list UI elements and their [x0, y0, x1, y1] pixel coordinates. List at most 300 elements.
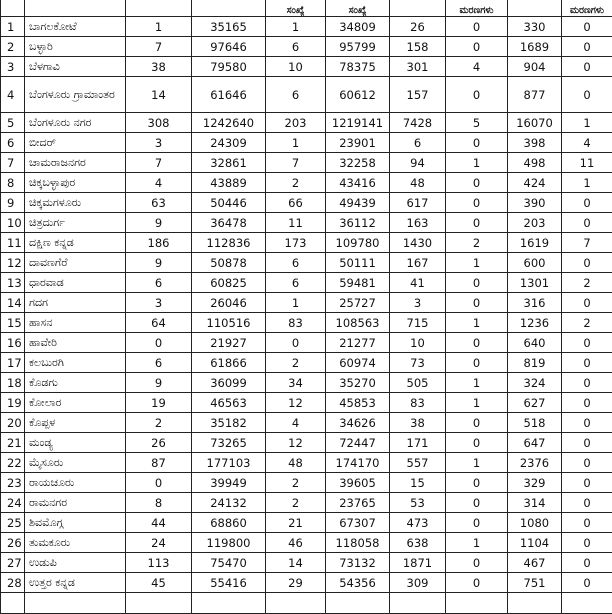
- value-cell: 163: [390, 213, 446, 233]
- table-row: [1, 333, 612, 353]
- value-cell: 1: [446, 313, 508, 333]
- district-name-cell: ಬೆಳಗಾವಿ: [25, 57, 126, 77]
- district-name-cell: ಬೆಂಗಳೂರು ನಗರ: [25, 113, 126, 133]
- value-cell: 60974: [326, 353, 390, 373]
- serial-number-cell: 13: [1, 273, 25, 293]
- value-cell: 324: [508, 373, 562, 393]
- value-cell: 1: [446, 153, 508, 173]
- value-cell: 38: [126, 57, 192, 77]
- value-cell: 35270: [326, 373, 390, 393]
- serial-number-cell: 8: [1, 173, 25, 193]
- serial-number-cell: 1: [1, 17, 25, 37]
- serial-number-cell: 28: [1, 573, 25, 593]
- value-cell: 0: [446, 37, 508, 57]
- value-cell: 3: [126, 293, 192, 313]
- value-cell: 29: [266, 573, 326, 593]
- value-cell: 0: [446, 493, 508, 513]
- value-cell: 316: [508, 293, 562, 313]
- value-cell: 61646: [192, 77, 266, 113]
- value-cell: 3: [390, 293, 446, 313]
- value-cell: 4: [562, 133, 612, 153]
- value-cell: 0: [562, 413, 612, 433]
- value-cell: 48: [390, 173, 446, 193]
- value-cell: 877: [508, 77, 562, 113]
- value-cell: 0: [446, 353, 508, 373]
- district-name-cell: ಕೊಪ್ಪಳ: [25, 413, 126, 433]
- value-cell: 1689: [508, 37, 562, 57]
- value-cell: 1219141: [326, 113, 390, 133]
- value-cell: 0: [446, 473, 508, 493]
- value-cell: 21277: [326, 333, 390, 353]
- value-cell: 0: [562, 533, 612, 553]
- serial-number-cell: 22: [1, 453, 25, 473]
- value-cell: 473: [390, 513, 446, 533]
- value-cell: 0: [446, 553, 508, 573]
- value-cell: 68860: [192, 513, 266, 533]
- value-cell: 44: [126, 513, 192, 533]
- value-cell: 12: [266, 393, 326, 413]
- value-cell: 203: [266, 113, 326, 133]
- value-cell: 7: [126, 153, 192, 173]
- value-cell: 36112: [326, 213, 390, 233]
- value-cell: 6: [266, 77, 326, 113]
- value-cell: 498: [508, 153, 562, 173]
- value-cell: 0: [562, 573, 612, 593]
- value-cell: 32861: [192, 153, 266, 173]
- value-cell: 72447: [326, 433, 390, 453]
- value-cell: 118058: [326, 533, 390, 553]
- header-cell: [126, 0, 192, 17]
- table-row: [1, 293, 612, 313]
- value-cell: 19: [126, 393, 192, 413]
- value-cell: 21: [266, 513, 326, 533]
- empty-cell: [1, 593, 25, 614]
- value-cell: 6: [266, 253, 326, 273]
- value-cell: 9: [126, 213, 192, 233]
- value-cell: 73: [390, 353, 446, 373]
- table-row: [1, 393, 612, 413]
- value-cell: 46563: [192, 393, 266, 413]
- district-name-cell: ಮೈಸೂರು: [25, 453, 126, 473]
- value-cell: 2: [562, 273, 612, 293]
- value-cell: 640: [508, 333, 562, 353]
- serial-number-cell: 14: [1, 293, 25, 313]
- value-cell: 6: [126, 273, 192, 293]
- serial-number-cell: 21: [1, 433, 25, 453]
- serial-number-cell: 3: [1, 57, 25, 77]
- value-cell: 26: [126, 433, 192, 453]
- value-cell: 314: [508, 493, 562, 513]
- serial-number-cell: 26: [1, 533, 25, 553]
- value-cell: 50446: [192, 193, 266, 213]
- value-cell: 10: [266, 57, 326, 77]
- district-name-cell: ದಕ್ಷಿಣ ಕನ್ನಡ: [25, 233, 126, 253]
- table-row: [1, 273, 612, 293]
- value-cell: 0: [266, 333, 326, 353]
- serial-number-cell: 25: [1, 513, 25, 533]
- serial-number-cell: 11: [1, 233, 25, 253]
- value-cell: 0: [562, 37, 612, 57]
- value-cell: 390: [508, 193, 562, 213]
- value-cell: 627: [508, 393, 562, 413]
- value-cell: 45: [126, 573, 192, 593]
- district-name-cell: ಬಳ್ಳಾರಿ: [25, 37, 126, 57]
- value-cell: 0: [446, 77, 508, 113]
- value-cell: 10: [390, 333, 446, 353]
- value-cell: 1: [562, 113, 612, 133]
- value-cell: 819: [508, 353, 562, 373]
- value-cell: 177103: [192, 453, 266, 473]
- header-cell: [508, 0, 562, 17]
- value-cell: 79580: [192, 57, 266, 77]
- value-cell: 26046: [192, 293, 266, 313]
- district-name-cell: ರಾಮನಗರ: [25, 493, 126, 513]
- value-cell: 39949: [192, 473, 266, 493]
- value-cell: 0: [562, 433, 612, 453]
- value-cell: 203: [508, 213, 562, 233]
- district-name-cell: ಕಲಬುರಗಿ: [25, 353, 126, 373]
- district-name-cell: ಚಿಕ್ಕಮಗಳೂರು: [25, 193, 126, 213]
- value-cell: 173: [266, 233, 326, 253]
- district-name-cell: ಗದಗ: [25, 293, 126, 313]
- value-cell: 1: [562, 173, 612, 193]
- empty-cell: [266, 593, 326, 614]
- table-row: [1, 233, 612, 253]
- district-name-cell: ದಾವಣಗೆರೆ: [25, 253, 126, 273]
- value-cell: 1: [266, 293, 326, 313]
- value-cell: 617: [390, 193, 446, 213]
- value-cell: 64: [126, 313, 192, 333]
- value-cell: 1: [446, 453, 508, 473]
- value-cell: 174170: [326, 453, 390, 473]
- value-cell: 171: [390, 433, 446, 453]
- value-cell: 2: [266, 493, 326, 513]
- value-cell: 54356: [326, 573, 390, 593]
- value-cell: 24: [126, 533, 192, 553]
- value-cell: 0: [446, 133, 508, 153]
- value-cell: 12: [266, 433, 326, 453]
- value-cell: 0: [562, 57, 612, 77]
- value-cell: 83: [390, 393, 446, 413]
- value-cell: 15: [390, 473, 446, 493]
- serial-number-cell: 16: [1, 333, 25, 353]
- value-cell: 41: [390, 273, 446, 293]
- value-cell: 0: [446, 173, 508, 193]
- value-cell: 1236: [508, 313, 562, 333]
- value-cell: 0: [446, 213, 508, 233]
- value-cell: 0: [562, 473, 612, 493]
- value-cell: 94: [390, 153, 446, 173]
- serial-number-cell: 18: [1, 373, 25, 393]
- value-cell: 83: [266, 313, 326, 333]
- value-cell: 9: [126, 373, 192, 393]
- district-name-cell: ಹಾವೇರಿ: [25, 333, 126, 353]
- serial-number-cell: 2: [1, 37, 25, 57]
- value-cell: 309: [390, 573, 446, 593]
- value-cell: 158: [390, 37, 446, 57]
- value-cell: 6: [266, 37, 326, 57]
- value-cell: 6: [390, 133, 446, 153]
- value-cell: 0: [562, 17, 612, 37]
- value-cell: 2: [562, 313, 612, 333]
- empty-cell: [25, 593, 126, 614]
- header-cell: ಮರಣಗಳು: [562, 0, 612, 17]
- value-cell: 0: [126, 333, 192, 353]
- empty-cell: [390, 593, 446, 614]
- table-row: [1, 173, 612, 193]
- serial-number-cell: 19: [1, 393, 25, 413]
- table-row: [1, 113, 612, 133]
- value-cell: 1: [446, 393, 508, 413]
- value-cell: 78375: [326, 57, 390, 77]
- empty-cell: [326, 593, 390, 614]
- value-cell: 2: [266, 353, 326, 373]
- value-cell: 11: [266, 213, 326, 233]
- value-cell: 1: [126, 17, 192, 37]
- value-cell: 1104: [508, 533, 562, 553]
- table-row: [1, 17, 612, 37]
- value-cell: 0: [562, 253, 612, 273]
- table-row: [1, 77, 612, 113]
- district-name-cell: ಮಂಡ್ಯ: [25, 433, 126, 453]
- district-name-cell: ಧಾರವಾಡ: [25, 273, 126, 293]
- value-cell: 113: [126, 553, 192, 573]
- value-cell: 0: [562, 493, 612, 513]
- value-cell: 59481: [326, 273, 390, 293]
- value-cell: 23765: [326, 493, 390, 513]
- value-cell: 73132: [326, 553, 390, 573]
- district-name-cell: ಬೀದರ್: [25, 133, 126, 153]
- value-cell: 55416: [192, 573, 266, 593]
- value-cell: 14: [266, 553, 326, 573]
- table-row: [1, 513, 612, 533]
- table-row: [1, 213, 612, 233]
- value-cell: 0: [562, 373, 612, 393]
- value-cell: 1430: [390, 233, 446, 253]
- value-cell: 600: [508, 253, 562, 273]
- header-cell: [390, 0, 446, 17]
- value-cell: 50111: [326, 253, 390, 273]
- value-cell: 2: [266, 473, 326, 493]
- value-cell: 108563: [326, 313, 390, 333]
- value-cell: 25727: [326, 293, 390, 313]
- value-cell: 66: [266, 193, 326, 213]
- value-cell: 24309: [192, 133, 266, 153]
- value-cell: 505: [390, 373, 446, 393]
- value-cell: 26: [390, 17, 446, 37]
- value-cell: 557: [390, 453, 446, 473]
- value-cell: 16070: [508, 113, 562, 133]
- table-row: [1, 57, 612, 77]
- value-cell: 73265: [192, 433, 266, 453]
- value-cell: 0: [446, 573, 508, 593]
- value-cell: 50878: [192, 253, 266, 273]
- header-row: [1, 0, 612, 17]
- value-cell: 186: [126, 233, 192, 253]
- value-cell: 45853: [326, 393, 390, 413]
- value-cell: 2376: [508, 453, 562, 473]
- value-cell: 0: [562, 553, 612, 573]
- value-cell: 34626: [326, 413, 390, 433]
- value-cell: 1301: [508, 273, 562, 293]
- value-cell: 1: [446, 533, 508, 553]
- value-cell: 518: [508, 413, 562, 433]
- serial-number-cell: 4: [1, 77, 25, 113]
- value-cell: 87: [126, 453, 192, 473]
- header-cell: ಸಂಖ್ಯೆ: [266, 0, 326, 17]
- value-cell: 2: [126, 413, 192, 433]
- district-name-cell: ಚಿಕ್ಕಬಳ್ಳಾಪುರ: [25, 173, 126, 193]
- empty-cell: [446, 593, 508, 614]
- value-cell: 0: [562, 293, 612, 313]
- value-cell: 3: [126, 133, 192, 153]
- value-cell: 638: [390, 533, 446, 553]
- value-cell: 32258: [326, 153, 390, 173]
- value-cell: 39605: [326, 473, 390, 493]
- value-cell: 67307: [326, 513, 390, 533]
- district-name-cell: ಶಿವಮೊಗ್ಗ: [25, 513, 126, 533]
- value-cell: 8: [126, 493, 192, 513]
- empty-cell: [562, 593, 612, 614]
- empty-cell: [192, 593, 266, 614]
- district-name-cell: ಕೋಲಾರ: [25, 393, 126, 413]
- value-cell: 60612: [326, 77, 390, 113]
- district-name-cell: ಬಾಗಲಕೋಟೆ: [25, 17, 126, 37]
- value-cell: 109780: [326, 233, 390, 253]
- value-cell: 75470: [192, 553, 266, 573]
- value-cell: 0: [562, 453, 612, 473]
- district-name-cell: ಹಾಸನ: [25, 313, 126, 333]
- serial-number-cell: 5: [1, 113, 25, 133]
- value-cell: 7: [126, 37, 192, 57]
- serial-number-cell: 6: [1, 133, 25, 153]
- district-name-cell: ಕೊಡಗು: [25, 373, 126, 393]
- value-cell: 46: [266, 533, 326, 553]
- table-row: [1, 193, 612, 213]
- value-cell: 7428: [390, 113, 446, 133]
- table-row: [1, 433, 612, 453]
- value-cell: 2: [446, 233, 508, 253]
- value-cell: 329: [508, 473, 562, 493]
- table-row: [1, 493, 612, 513]
- table-row: [1, 533, 612, 553]
- value-cell: 34: [266, 373, 326, 393]
- district-name-cell: ಉತ್ತರ ಕನ್ನಡ: [25, 573, 126, 593]
- value-cell: 0: [562, 333, 612, 353]
- value-cell: 110516: [192, 313, 266, 333]
- table-row: [1, 453, 612, 473]
- value-cell: 4: [126, 173, 192, 193]
- value-cell: 119800: [192, 533, 266, 553]
- value-cell: 6: [266, 273, 326, 293]
- table-row: [1, 153, 612, 173]
- value-cell: 751: [508, 573, 562, 593]
- value-cell: 0: [562, 213, 612, 233]
- value-cell: 301: [390, 57, 446, 77]
- value-cell: 34809: [326, 17, 390, 37]
- value-cell: 4: [266, 413, 326, 433]
- serial-number-cell: 10: [1, 213, 25, 233]
- district-name-cell: ಉಡುಪಿ: [25, 553, 126, 573]
- value-cell: 7: [562, 233, 612, 253]
- serial-number-cell: 17: [1, 353, 25, 373]
- table-row: [1, 413, 612, 433]
- value-cell: 112836: [192, 233, 266, 253]
- serial-number-cell: 20: [1, 413, 25, 433]
- district-name-cell: ಚಾಮರಾಜನಗರ: [25, 153, 126, 173]
- value-cell: 1080: [508, 513, 562, 533]
- value-cell: 48: [266, 453, 326, 473]
- empty-cell: [508, 593, 562, 614]
- value-cell: 35182: [192, 413, 266, 433]
- district-name-cell: ತುಮಕೂರು: [25, 533, 126, 553]
- value-cell: 35165: [192, 17, 266, 37]
- value-cell: 0: [562, 193, 612, 213]
- header-cell: ಸಂಖ್ಯೆ: [326, 0, 390, 17]
- value-cell: 6: [126, 353, 192, 373]
- value-cell: 0: [126, 473, 192, 493]
- value-cell: 0: [562, 513, 612, 533]
- table-row: [1, 133, 612, 153]
- value-cell: 0: [562, 353, 612, 373]
- serial-number-cell: 7: [1, 153, 25, 173]
- value-cell: 0: [446, 413, 508, 433]
- table-row: [1, 37, 612, 57]
- table-row: [1, 313, 612, 333]
- table-row: [1, 253, 612, 273]
- table-row: [1, 373, 612, 393]
- value-cell: 330: [508, 17, 562, 37]
- value-cell: 61866: [192, 353, 266, 373]
- value-cell: 0: [446, 273, 508, 293]
- value-cell: 36478: [192, 213, 266, 233]
- value-cell: 0: [562, 77, 612, 113]
- header-cell: [1, 0, 25, 17]
- value-cell: 63: [126, 193, 192, 213]
- value-cell: 167: [390, 253, 446, 273]
- value-cell: 1: [446, 373, 508, 393]
- value-cell: 1: [446, 253, 508, 273]
- value-cell: 398: [508, 133, 562, 153]
- district-name-cell: ಚಿತ್ರದುರ್ಗ: [25, 213, 126, 233]
- value-cell: 43889: [192, 173, 266, 193]
- value-cell: 715: [390, 313, 446, 333]
- value-cell: 23901: [326, 133, 390, 153]
- value-cell: 467: [508, 553, 562, 573]
- value-cell: 4: [446, 57, 508, 77]
- value-cell: 1: [266, 133, 326, 153]
- value-cell: 0: [562, 393, 612, 413]
- header-cell: ಮರಣಗಳು: [446, 0, 508, 17]
- value-cell: 14: [126, 77, 192, 113]
- value-cell: 0: [446, 17, 508, 37]
- value-cell: 0: [446, 293, 508, 313]
- value-cell: 97646: [192, 37, 266, 57]
- header-cell: [25, 0, 126, 17]
- table-row: [1, 473, 612, 493]
- value-cell: 157: [390, 77, 446, 113]
- value-cell: 7: [266, 153, 326, 173]
- value-cell: 1: [266, 17, 326, 37]
- value-cell: 647: [508, 433, 562, 453]
- value-cell: 11: [562, 153, 612, 173]
- value-cell: 43416: [326, 173, 390, 193]
- value-cell: 308: [126, 113, 192, 133]
- value-cell: 424: [508, 173, 562, 193]
- value-cell: 1619: [508, 233, 562, 253]
- cut-off-row: [1, 593, 612, 614]
- header-cell: [192, 0, 266, 17]
